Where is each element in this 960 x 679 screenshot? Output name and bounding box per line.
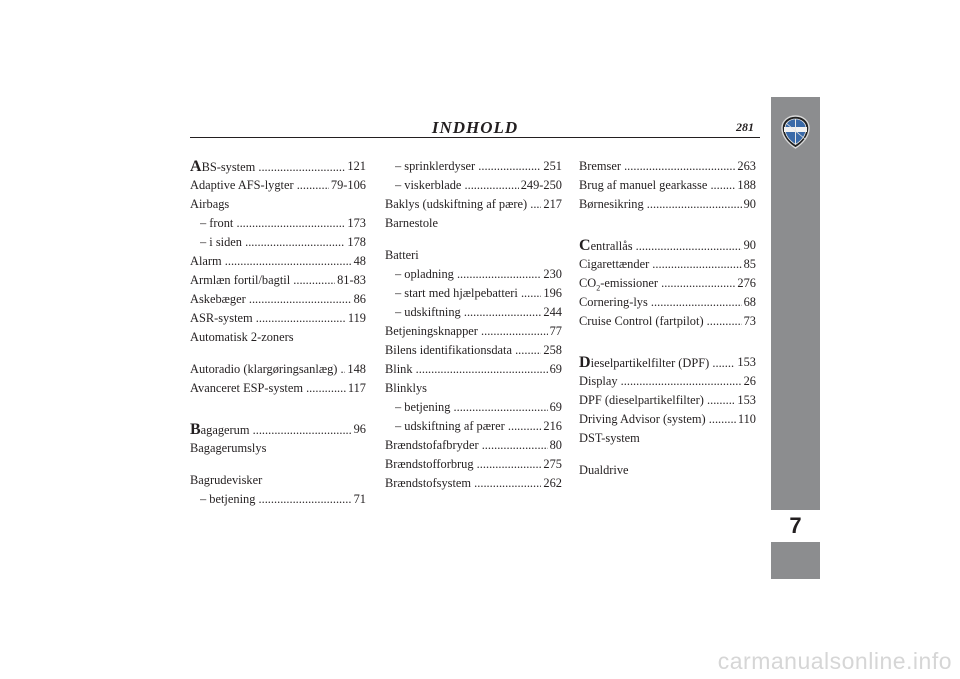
entry-text: Betjeningsknapper (385, 325, 478, 338)
entry-label (190, 331, 294, 344)
entry-text: Airbags (190, 197, 230, 211)
index-column-1 (190, 160, 366, 512)
entry-leader (190, 423, 366, 437)
entry-page: 217 (543, 197, 562, 211)
entry-page: 69 (549, 362, 562, 376)
entry-subscript: 2 (596, 283, 601, 293)
entry-text: – viskerblade (395, 179, 462, 192)
index-entry (579, 258, 756, 277)
entry-text: Blink (385, 363, 413, 376)
index-entry (579, 356, 756, 375)
entry-page: 119 (347, 311, 366, 325)
entry-leader (385, 344, 562, 357)
entry-text: Driving Advisor (system) (579, 413, 706, 426)
entry-text: ieselpartikelfilter (DPF) (590, 356, 710, 370)
entry-text: DPF (dieselpartikelfilter) (579, 394, 704, 407)
entry-page: 216 (543, 419, 562, 433)
index-entry (190, 312, 366, 331)
entry-text: Brændstofforbrug (385, 458, 474, 471)
entry-label (385, 249, 419, 262)
index-entry (385, 363, 562, 382)
entry-text: Børnesikring (579, 198, 644, 211)
entry-text: – betjening (200, 493, 256, 506)
index-entry (190, 217, 366, 236)
index-entry (190, 198, 366, 217)
index-entry (190, 493, 366, 512)
entry-label (190, 442, 266, 455)
index-entry (385, 268, 562, 287)
entry-text: – start med hjælpebatteri (395, 287, 518, 300)
entry-page: 275 (543, 457, 562, 471)
entry-text: Batteri (385, 248, 419, 262)
entry-text: Brændstofsystem (385, 477, 472, 490)
entry-text: ASR-system (190, 312, 253, 325)
entry-leader (190, 255, 366, 268)
chapter-number: 7 (789, 513, 802, 538)
entry-text: Adaptive AFS-lygter (190, 179, 294, 192)
entry-page: 48 (353, 254, 366, 268)
entry-label (190, 198, 229, 211)
index-entry (190, 255, 366, 274)
index-entry (579, 198, 756, 217)
entry-page: 71 (353, 492, 366, 506)
entry-text: – sprinklerdyser (395, 160, 476, 173)
entry-text: – opladning (395, 268, 454, 281)
watermark: carmanualsonline.info (717, 648, 952, 674)
entry-leader (395, 287, 562, 300)
page-header (190, 116, 760, 140)
index-entry (579, 277, 756, 296)
index-entry (579, 239, 756, 258)
page-number: 281 (736, 120, 754, 134)
entry-text: Autoradio (klargøringsanlæg) (190, 363, 338, 376)
entry-page: 86 (353, 292, 366, 306)
entry-page: 117 (347, 381, 366, 395)
entry-text: Blinklys (385, 381, 427, 395)
index-entry (190, 236, 366, 255)
entry-page: 188 (737, 178, 756, 192)
index-column-2 (385, 160, 562, 496)
index-entry (385, 477, 562, 496)
entry-page: 77 (549, 324, 562, 338)
entry-page: 153 (737, 393, 756, 407)
entry-leader (579, 277, 756, 294)
entry-page: 96 (353, 422, 366, 436)
entry-leader (579, 394, 756, 407)
entry-leader (395, 160, 562, 173)
index-entry (579, 394, 756, 413)
entry-text: Avanceret ESP-system (190, 382, 303, 395)
page-title: INDHOLD (431, 118, 519, 137)
entry-initial: A (190, 160, 202, 174)
entry-text: Cruise Control (fartpilot) (579, 315, 704, 328)
entry-text: entrallås (590, 239, 633, 253)
entry-leader (385, 439, 562, 452)
entry-text: agagerum (200, 423, 250, 437)
entry-label (385, 382, 427, 395)
entry-page: 73 (743, 314, 756, 328)
entry-text: Brug af manuel gearkasse (579, 179, 708, 192)
entry-leader (395, 306, 562, 319)
entry-text: Bagagerumslys (190, 441, 267, 455)
entry-text: Display (579, 375, 618, 388)
entry-leader (579, 413, 756, 426)
entry-leader (395, 268, 562, 281)
entry-text: – udskiftning (395, 306, 461, 319)
index-entry (579, 413, 756, 432)
entry-text: CO (579, 277, 597, 290)
entry-page: 85 (743, 257, 756, 271)
index-entry (385, 198, 562, 217)
entry-page: 251 (543, 159, 562, 173)
index-entry (190, 474, 366, 493)
entry-text-after: -emissioner (600, 277, 659, 290)
entry-page: 153 (737, 355, 756, 369)
index-column-3 (579, 160, 756, 496)
entry-page: 249-250 (520, 178, 562, 192)
entry-leader (190, 312, 366, 325)
entry-leader (579, 296, 756, 309)
header-rule (190, 137, 760, 138)
entry-label (190, 474, 262, 487)
entry-leader (200, 493, 366, 506)
entry-leader (395, 401, 562, 414)
entry-initial: C (579, 239, 591, 253)
index-entry (385, 401, 562, 420)
index-entry (579, 464, 756, 496)
index-entry (385, 325, 562, 344)
entry-page: 148 (347, 362, 366, 376)
entry-page: 121 (347, 159, 366, 173)
chapter-number-box (771, 510, 820, 542)
entry-leader (200, 236, 366, 249)
entry-initial: D (579, 356, 591, 370)
entry-text: – i siden (200, 236, 242, 249)
entry-leader (579, 258, 756, 271)
index-entry (385, 160, 562, 179)
entry-leader (190, 160, 366, 174)
entry-leader (579, 198, 756, 211)
entry-leader (395, 420, 562, 433)
index-entry (385, 217, 562, 249)
entry-leader (385, 458, 562, 471)
entry-text: – udskiftning af pærer (395, 420, 505, 433)
entry-initial: B (190, 423, 201, 437)
entry-page: 80 (549, 438, 562, 452)
entry-leader (579, 375, 756, 388)
entry-leader (385, 363, 562, 376)
entry-text: Askebæger (190, 293, 246, 306)
index-entry (579, 296, 756, 315)
entry-text: Dualdrive (579, 463, 629, 477)
entry-page: 81-83 (337, 273, 366, 287)
entry-leader (579, 239, 756, 253)
index-entry (190, 423, 366, 442)
entry-text: Barnestole (385, 216, 438, 230)
entry-page: 276 (737, 276, 756, 290)
entry-leader (190, 363, 366, 376)
index-entry (190, 274, 366, 293)
entry-page: 244 (543, 305, 562, 319)
entry-leader (190, 382, 366, 395)
entry-text: Bilens identifikationsdata (385, 344, 512, 357)
index-entry (385, 420, 562, 439)
entry-page: 230 (543, 267, 562, 281)
entry-page: 178 (347, 235, 366, 249)
entry-leader (579, 160, 756, 173)
entry-leader (579, 179, 756, 192)
entry-page: 262 (543, 476, 562, 490)
index-entry (579, 432, 756, 464)
index-entry (579, 179, 756, 198)
entry-leader (385, 325, 562, 338)
index-entry (190, 179, 366, 198)
entry-text: Brændstofafbryder (385, 439, 479, 452)
entry-page: 79-106 (330, 178, 366, 192)
entry-page: 68 (743, 295, 756, 309)
index-entry (579, 160, 756, 179)
entry-text: Armlæn fortil/bagtil (190, 274, 291, 287)
index-entry (385, 306, 562, 325)
index-entry (385, 344, 562, 363)
index-entry (190, 442, 366, 474)
index-entry (579, 315, 756, 334)
entry-leader (579, 315, 756, 328)
entry-page: 263 (737, 159, 756, 173)
index-entry (190, 363, 366, 382)
entry-page: 90 (743, 197, 756, 211)
entry-label (579, 464, 629, 477)
index-entry (190, 160, 366, 179)
entry-label (385, 217, 438, 230)
entry-text: Cigarettænder (579, 258, 650, 271)
entry-page: 110 (737, 412, 756, 426)
entry-leader (385, 477, 562, 490)
index-entry (385, 382, 562, 401)
entry-text: Bagrudevisker (190, 473, 263, 487)
lancia-shield-icon (780, 115, 811, 149)
entry-text: Bremser (579, 160, 621, 173)
entry-text: – betjening (395, 401, 451, 414)
index-entry (190, 293, 366, 312)
entry-text: – front (200, 217, 234, 230)
entry-label (579, 432, 640, 445)
index-entry (385, 458, 562, 477)
entry-page: 173 (347, 216, 366, 230)
entry-page: 26 (743, 374, 756, 388)
entry-text: Automatisk 2-zoners (190, 330, 294, 344)
entry-leader (200, 217, 366, 230)
index-entry (190, 382, 366, 401)
entry-page: 90 (743, 238, 756, 252)
entry-text: Baklys (udskiftning af pære) (385, 198, 528, 211)
index-entry (385, 439, 562, 458)
entry-text: BS-system (201, 160, 256, 174)
index-entry (385, 287, 562, 306)
chapter-side-tab (771, 97, 820, 579)
entry-text: Cornering-lys (579, 296, 648, 309)
entry-leader (579, 356, 756, 370)
index-entry (385, 179, 562, 198)
index-entry (579, 375, 756, 394)
entry-leader (190, 293, 366, 306)
index-entry (190, 331, 366, 363)
index-entry (385, 249, 562, 268)
entry-page: 69 (549, 400, 562, 414)
entry-leader (385, 198, 562, 211)
entry-text: DST-system (579, 431, 640, 445)
entry-text: Alarm (190, 255, 222, 268)
entry-page: 196 (543, 286, 562, 300)
entry-page: 258 (543, 343, 562, 357)
